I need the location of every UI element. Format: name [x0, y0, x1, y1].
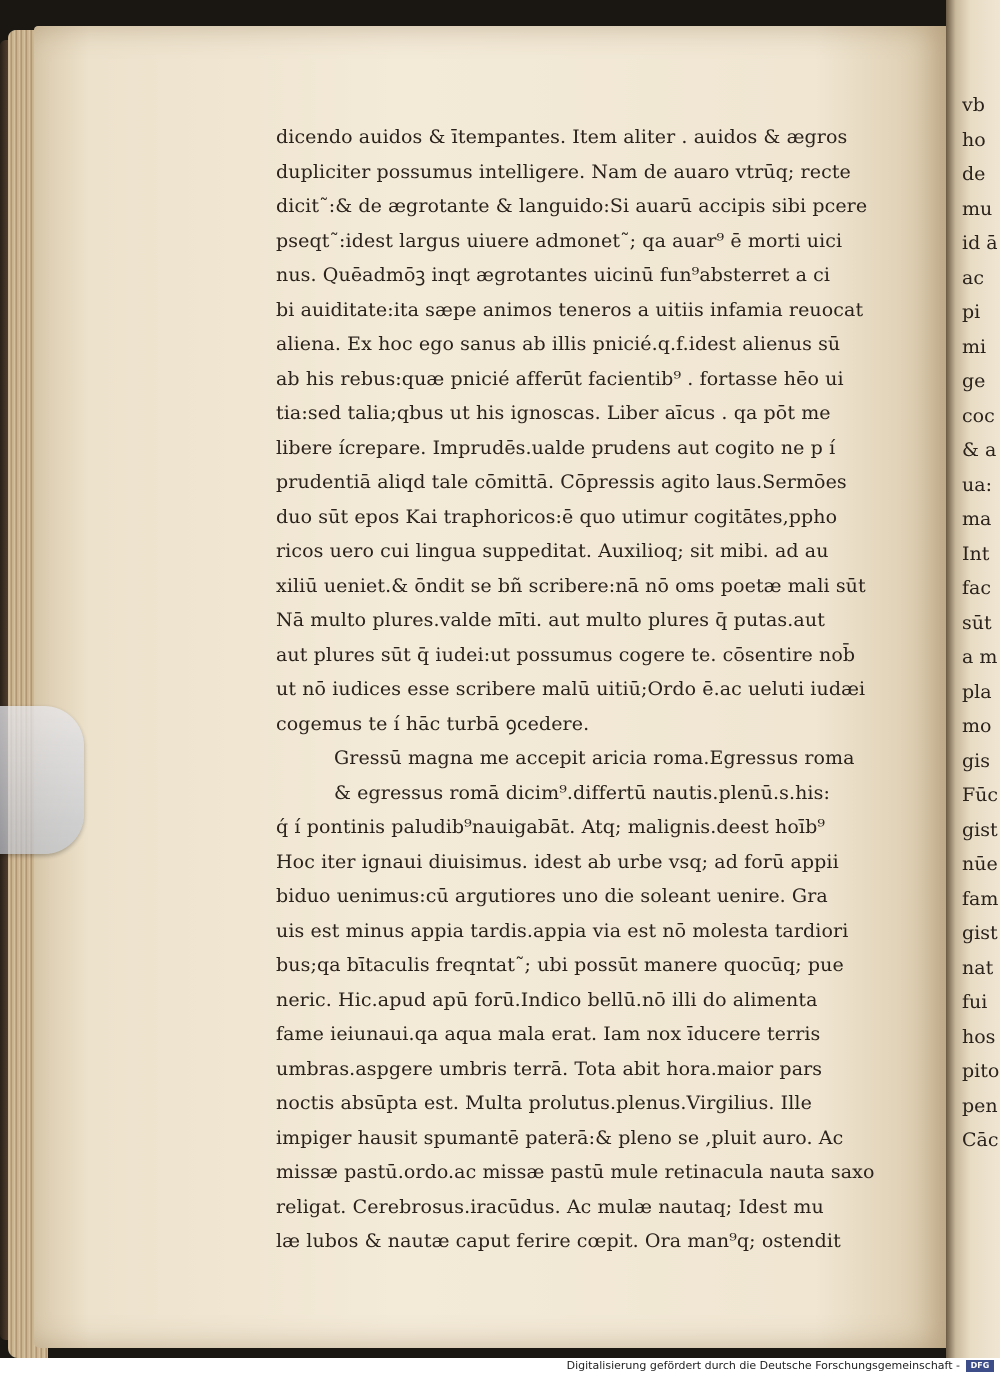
- facing-text-fragment: pi: [962, 301, 981, 323]
- text-line: ut nō iudices esse scribere malū uitiū;Ordo ē.ac ueluti iudæi: [276, 678, 866, 700]
- text-line: tia:sed talia;qbus ut his ignoscas. Liber aīcus . qa pōt me: [276, 402, 831, 424]
- text-line: aut plures sūt q̄ iudei:ut possumus cogere te. cōsentire nob̄: [276, 643, 856, 666]
- text-line: bus;qa bītaculis freqntat˜; ubi possūt manere quocūq; pue: [276, 954, 844, 976]
- text-line: cogemus te í hāc turbā ꝯcedere.: [276, 712, 590, 735]
- facing-text-fragment: fui: [962, 991, 988, 1013]
- facing-text-fragment: fam: [962, 887, 999, 910]
- text-line: xiliū ueniet.& ōndit se bñ scribere:nā nō oms poetæ mali sūt: [276, 574, 866, 597]
- facing-text-fragment: ma: [962, 508, 992, 530]
- text-line: fame ieiunaui.qa aqua mala erat. Iam nox īducere terris: [276, 1023, 821, 1045]
- facing-text-fragment: vb: [962, 94, 985, 116]
- facing-text-fragment: pla: [962, 680, 992, 703]
- page-text-block: [276, 120, 875, 1259]
- text-line: noctis absūpta est. Multa prolutus.plenus.Virgilius. Ille: [276, 1092, 812, 1114]
- text-line: impiger hausit spumantē paterā:& pleno se ,pluit auro. Ac: [276, 1126, 844, 1149]
- text-line: biduo uenimus:cū argutiores uno die soleant uenire. Gra: [276, 885, 828, 907]
- text-line: aliena. Ex hoc ego sanus ab illis pnicié.q.f.idest alienus sū: [276, 333, 841, 355]
- facing-text-fragment: gist: [962, 922, 998, 944]
- text-line: dicit˜:& de ægrotante & languido:Si auarū accipis sibi pcere: [276, 195, 868, 217]
- text-line: uis est minus appia tardis.appia via est nō molesta tardiori: [276, 919, 849, 942]
- facing-text-fragment: nat: [962, 956, 994, 979]
- bookmark-strip: [0, 706, 84, 854]
- text-line: q́ í pontinis paludib⁹nauigabāt. Atq; malignis.deest hoīb⁹: [276, 816, 826, 838]
- text-line: ab his rebus:quæ pnicié afferūt facientib⁹ . fortasse hēo ui: [276, 367, 844, 390]
- facing-text-fragment: ua:: [962, 473, 992, 496]
- facing-text-fragment: fac: [962, 577, 992, 599]
- facing-text-fragment: coc: [962, 404, 995, 427]
- facing-text-fragment: pito: [962, 1060, 1000, 1082]
- text-line: Nā multo plures.valde mīti. aut multo plures q̄ putas.aut: [276, 609, 825, 631]
- facing-text-fragment: pen: [962, 1094, 998, 1117]
- text-line: & egressus romā dicim⁹.differtū nautis.plenū.s.his:: [334, 781, 830, 804]
- facing-text-fragment: mi: [962, 335, 987, 358]
- text-line: læ lubos & nautæ caput ferire cœpit. Ora man⁹q; ostendit: [276, 1230, 841, 1252]
- facing-text-fragment: sūt: [962, 611, 992, 634]
- text-line: dicendo auidos & ītempantes. Item aliter . auidos & ægros: [276, 126, 848, 148]
- facing-text-fragment: Fūc: [962, 784, 999, 806]
- dfg-logo: DFG: [966, 1360, 994, 1372]
- text-line: libere ícrepare. Imprudēs.ualde prudens aut cogito ne p í: [276, 436, 836, 459]
- facing-text-fragment: a m: [962, 646, 998, 668]
- facing-text-fragment: mo: [962, 715, 992, 737]
- footer-credit: Digitalisierung gefördert durch die Deutsche Forschungsgemeinschaft -: [566, 1359, 960, 1372]
- digitization-footer: [0, 1358, 1000, 1375]
- facing-text-fragment: Cāc: [962, 1129, 999, 1151]
- text-line: missæ pastū.ordo.ac missæ pastū mule retinacula nauta saxo: [276, 1161, 875, 1183]
- facing-text-fragment: de: [962, 163, 986, 185]
- text-line: Gressū magna me accepit aricia roma.Egressus roma: [334, 747, 855, 769]
- facing-text-fragment: ge: [962, 370, 986, 392]
- facing-text-fragment: gis: [962, 749, 990, 772]
- facing-text-fragment: id ā: [962, 232, 998, 254]
- text-line: umbras.aspgere umbris terrā. Tota abit hora.maior pars: [276, 1057, 823, 1080]
- facing-text-fragment: ho: [962, 128, 986, 151]
- facing-text-fragment: Int: [962, 542, 990, 565]
- text-line: Hoc iter ignaui diuisimus. idest ab urbe vsq; ad forū appii: [276, 850, 839, 873]
- facing-text-fragment: ac: [962, 266, 984, 289]
- text-line: duo sūt epos Kai traphoricos:ē quo utimur cogitātes,pphο: [276, 505, 838, 528]
- text-line: nus. Quēadmōꝫ inqt ægrotantes uicinū fun⁹absterret a ci: [276, 264, 831, 286]
- facing-text-fragment: mu: [962, 197, 993, 220]
- facing-text-fragment: nūe: [962, 853, 998, 875]
- facing-text-fragment: hos: [962, 1025, 996, 1048]
- text-line: religat. Cerebrosus.iracūdus. Ac mulæ nautaq; Idest mu: [276, 1195, 824, 1218]
- text-line: bi auiditate:ita sæpe animos teneros a uitiis infamia reuocat: [276, 298, 864, 321]
- text-line: pseqt˜:idest largus uiuere admonet˜; qa auar⁹ ē morti uici: [276, 229, 843, 252]
- text-line: prudentiā aliqd tale cōmittā. Cōpressis agito laus.Sermōes: [276, 471, 847, 493]
- facing-text-fragment: & a: [962, 439, 997, 461]
- text-line: ricos uero cui lingua suppeditat. Auxilioq; sit mibi. ad au: [276, 540, 829, 562]
- facing-text-fragment: gist: [962, 818, 998, 841]
- facing-page-text: [962, 88, 1000, 1158]
- text-line: dupliciter possumus intelligere. Nam de auaro vtrūq; recte: [276, 160, 851, 183]
- text-line: neric. Hic.apud apū forū.Indico bellū.nō illi do alimenta: [276, 988, 818, 1011]
